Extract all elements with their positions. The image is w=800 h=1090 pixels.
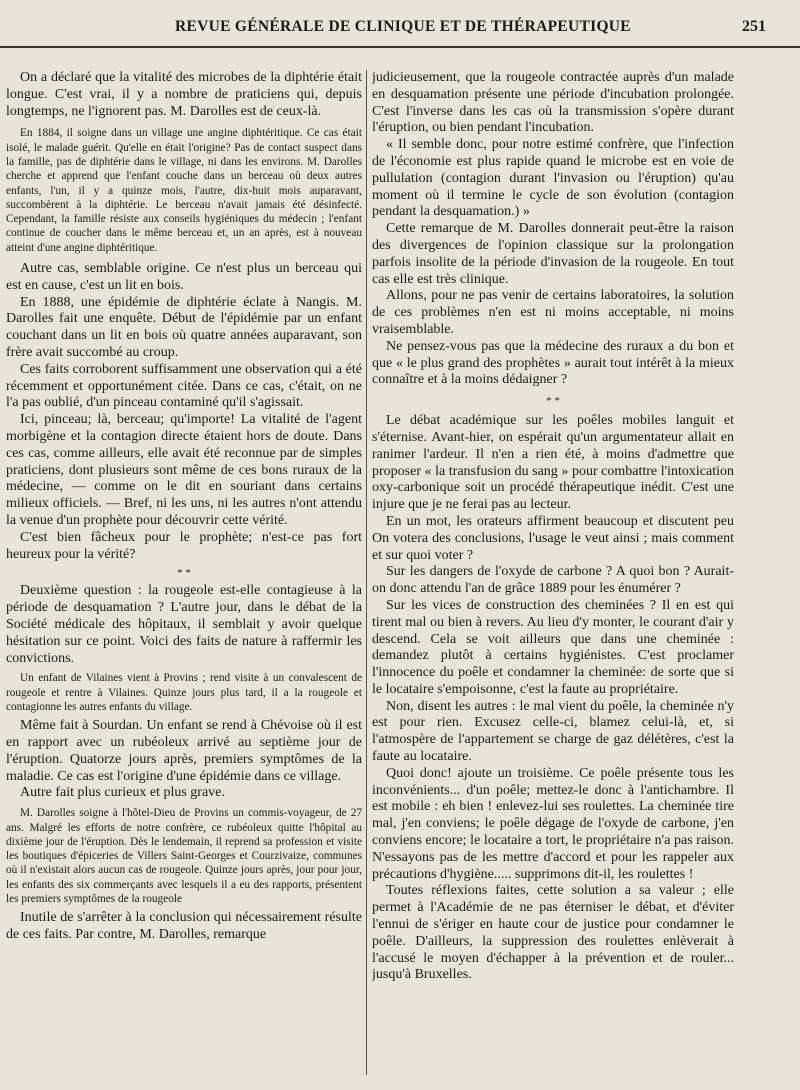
paragraph-brush: Ces faits corroborent suffisamment une observation qui a été récemment et opportunément citée. Dans ce cas, c'était, on ne l'a pas oublié, d'un pinceau contaminé qu'il s'agissait.: [6, 361, 362, 411]
section-separator: * *: [546, 395, 560, 408]
paragraph-incubation: judicieusement, que la rougeole contractée auprès d'un malade en desquamation présente une période d'incubation prolongée. C'est l'inverse dans les cas où la transmission s'opère durant l'éruption, ou bien pendant l'incubation.: [372, 70, 734, 136]
header-rule: [0, 46, 800, 48]
paragraph-third-opinion: Quoi donc! ajoute un troisième. Ce poêle présente tous les inconvénients... d'un poêle; mettez-le donc à l'antichambre. Il est mobile : eh bien ! enlevez-lui ses roulettes. La cheminée tire mal, j'en conviens; le poêle dégage de l'oxyde de carbone, j'en conviens encore; le locataire a tort, le propriétaire n'a pas raison. N'essayons pas de les mettre d'accord et pour les rappeler aux précautions d'hygiène..... supprimons dit-il, les roulettes !: [372, 765, 734, 882]
page-number: 251: [742, 18, 766, 35]
paragraph-divergences: Cette remarque de M. Darolles donnerait peut-être la raison des divergences de l'opinion classique sur la prolongation parfois insolite de la période d'invasion de la rougeole. En tout cas elle est très clinique.: [372, 221, 734, 287]
paragraph-more-serious: Autre fait plus curieux et plus grave.: [20, 785, 225, 801]
paragraph-others-say: Non, disent les autres : le mal vient du poêle, la cheminée n'y est pour rien. Excusez celle-ci, blamez celui-là, et, si l'atmospère de l'appartement se charge de gaz délétères, c'est la faute au locataire.: [372, 698, 734, 765]
paragraph-rural-doctors: Ici, pinceau; là, berceau; qu'importe! La vitalité de l'agent morbigène et la contagion directe étaient hors de doute. Dans ces cas, comme ailleurs, elle avait été reconnue par de simples praticiens, dont plusieurs sont même de ces bons ruraux de la médecine, — comme on le dit en souriant dans certains milieux officiels. — Bref, ni les uns, ni les autres n'ont attendu la venue d'un prophète pour découvrir cette vérité.: [6, 412, 362, 529]
paragraph-carbon-monoxide: Sur les dangers de l'oxyde de carbone ? A quoi bon ? Aurait-on donc attendu l'an de grâce 1889 pour les énumérer ?: [372, 564, 734, 597]
paragraph-conclusion: Inutile de s'arrêter à la conclusion qui nécessairement résulte de ces faits. Par contre, M. Darolles, remarque: [6, 910, 362, 943]
paragraph-orators: En un mot, les orateurs affirment beaucoup et discutent peu On votera des conclusions, l'usage le veut ainsi ; mais comment et sur quoi voter ?: [372, 513, 734, 563]
paragraph-measles-question: Deuxième question : la rougeole est-elle contagieuse à la période de desquamation ? L'autre jour, dans le débat de la Société médicale des hôpitaux, il semblait y avoir quelque hésitation sur ce point. Voici des faits de nature à raffermir les convictions.: [6, 583, 362, 666]
right-column: [372, 70, 734, 1075]
case-note-commercial-traveller: M. Darolles soigne à l'hôtel-Dieu de Provins un commis-voyageur, de 27 ans. Malgré les efforts de notre confrère, ce rubéoleux quitte l'hôpital au dixième jour de l'éruption. Dès le lendemain, il reprend sa profession et visite les boutiques d'épiceries de Villers Saint-Georges et Courzivaize, communes où il n'existait alors aucun cas de rougeole. Quinze jours après, jour pour jour, les enfants des six commerçants avec lesquels il a eu des rapports, présentent les premiers symptômes de la rougeole: [6, 807, 362, 906]
paragraph-quote-infection: « Il semble donc, pour notre estimé confrère, que l'infection de l'économie est plus rapide quand le microbe est en voie de pullulation (contagion durant l'invasion ou l'éruption) qu'au moment où il termine le cycle de son évolution (contagion pendant la desquamation.) »: [372, 137, 734, 220]
paragraph-laboratories: Allons, pour ne pas venir de certains laboratoires, la solution de ces problèmes n'en est ni moins acceptable, ni moins vraisemblable.: [372, 288, 734, 337]
paragraph-prophet: C'est bien fâcheux pour le prophète; n'est-ce pas fort heureux pour la vérité?: [6, 529, 362, 562]
section-separator: * *: [177, 567, 191, 580]
case-note-vilaines: Un enfant de Vilaines vient à Provins ; rend visite à un convalescent de rougeole et rentre à Vilaines. Quinze jours plus tard, il a la rougeole et contagionne les autres enfants du village.: [6, 672, 362, 713]
paragraph-nangis-1888: En 1888, une épidémie de diphtérie éclate à Nangis. M. Darolles fait une enquête. Début de l'épidémie par un enfant couchant dans un lit en bois où quatre années auparavant, son frère avait succombé au croup.: [6, 294, 362, 361]
paragraph-sourdan: Même fait à Sourdan. Un enfant se rend à Chévoise où il est en rapport avec un rubéoleux arrivé au septième jour de l'éruption. Quatorze jours après, premiers symptômes de la maladie. Ce cas est l'origine d'une épidémie dans ce village.: [6, 718, 362, 784]
journal-title: REVUE GÉNÉRALE DE CLINIQUE ET DE THÉRAPEUTIQUE: [175, 18, 631, 35]
paragraph-rural-medicine: Ne pensez-vous pas que la médecine des ruraux a du bon et que « le plus grand des prophètes » aurait tout intérêt à la mieux connaître et à la moins dédaigner ?: [372, 338, 734, 388]
paragraph-chimneys: Sur les vices de construction des cheminées ? Il en est qui tirent mal ou bien à revers. Au lieu d'y monter, le courant d'air y descend. Cela se voit ailleurs que dans une cheminée : demandez plutôt à certains hygiénistes. C'est proclamer l'innocence du poêle et condamner la cheminée: de sorte que si le locataire s'empoisonne, c'est la faute au propriétaire.: [372, 597, 734, 697]
case-note-1884-cradle: En 1884, il soigne dans un village une angine diphtéritique. Ce cas était isolé, le malade guérit. Qu'elle en était l'origine? Pas de contact suspect dans la famille, pas de diphtérie dans le village, ni dans les environs. M. Darolles cherche et apprend que l'enfant couche dans un berceau où deux autres enfants, l'un, il y a quinze mois, l'autre, dix-huit mois auparavant, succombèrent à la diphtérie. Le berceau n'avait jamais été désinfecté. Cependant, la famille résiste aux conseils hygiéniques du médecin ; l'enfant continue de coucher dans le même berceau et, un an après, est à nouveau atteint d'une angine diphtéritique.: [6, 127, 362, 254]
column-divider: [366, 70, 367, 1075]
paragraph-wooden-bed: Autre cas, semblable origine. Ce n'est plus un berceau qui est en cause, c'est un lit en bois.: [6, 261, 362, 293]
left-column: [6, 70, 362, 1075]
paragraph-stove-debate: Le débat académique sur les poêles mobiles languit et s'éternise. Avant-hier, on espérait qu'un argumentateur allait en ranimer l'ardeur. Il n'en a rien été, à moins d'admettre que proposer « la transfusion du sang » pour combattre l'intoxication oxy-carbonique soit un procédé thérapeutique inédit. C'est une injure que je ne ferai pas au lecteur.: [372, 413, 734, 513]
paragraph-final-reflection: Toutes réflexions faites, cette solution a sa valeur ; elle permet à l'Académie de ne pas éterniser le débat, et d'éviter l'ennui de s'ériger en haute cour de justice pour condamner le poêle. D'ailleurs, la suppression des roulettes enlèverait à l'accusé le moyen d'échapper à la prévention et de rouler... jusqu'à Bruxelles.: [372, 883, 734, 983]
running-header: [0, 0, 800, 44]
paragraph-diphtheria-vitality: On a déclaré que la vitalité des microbes de la diphtérie était longue. C'est vrai, il y a nombre de praticiens qui, depuis longtemps, ne l'ignorent pas. M. Darolles est de ceux-là.: [6, 70, 362, 119]
